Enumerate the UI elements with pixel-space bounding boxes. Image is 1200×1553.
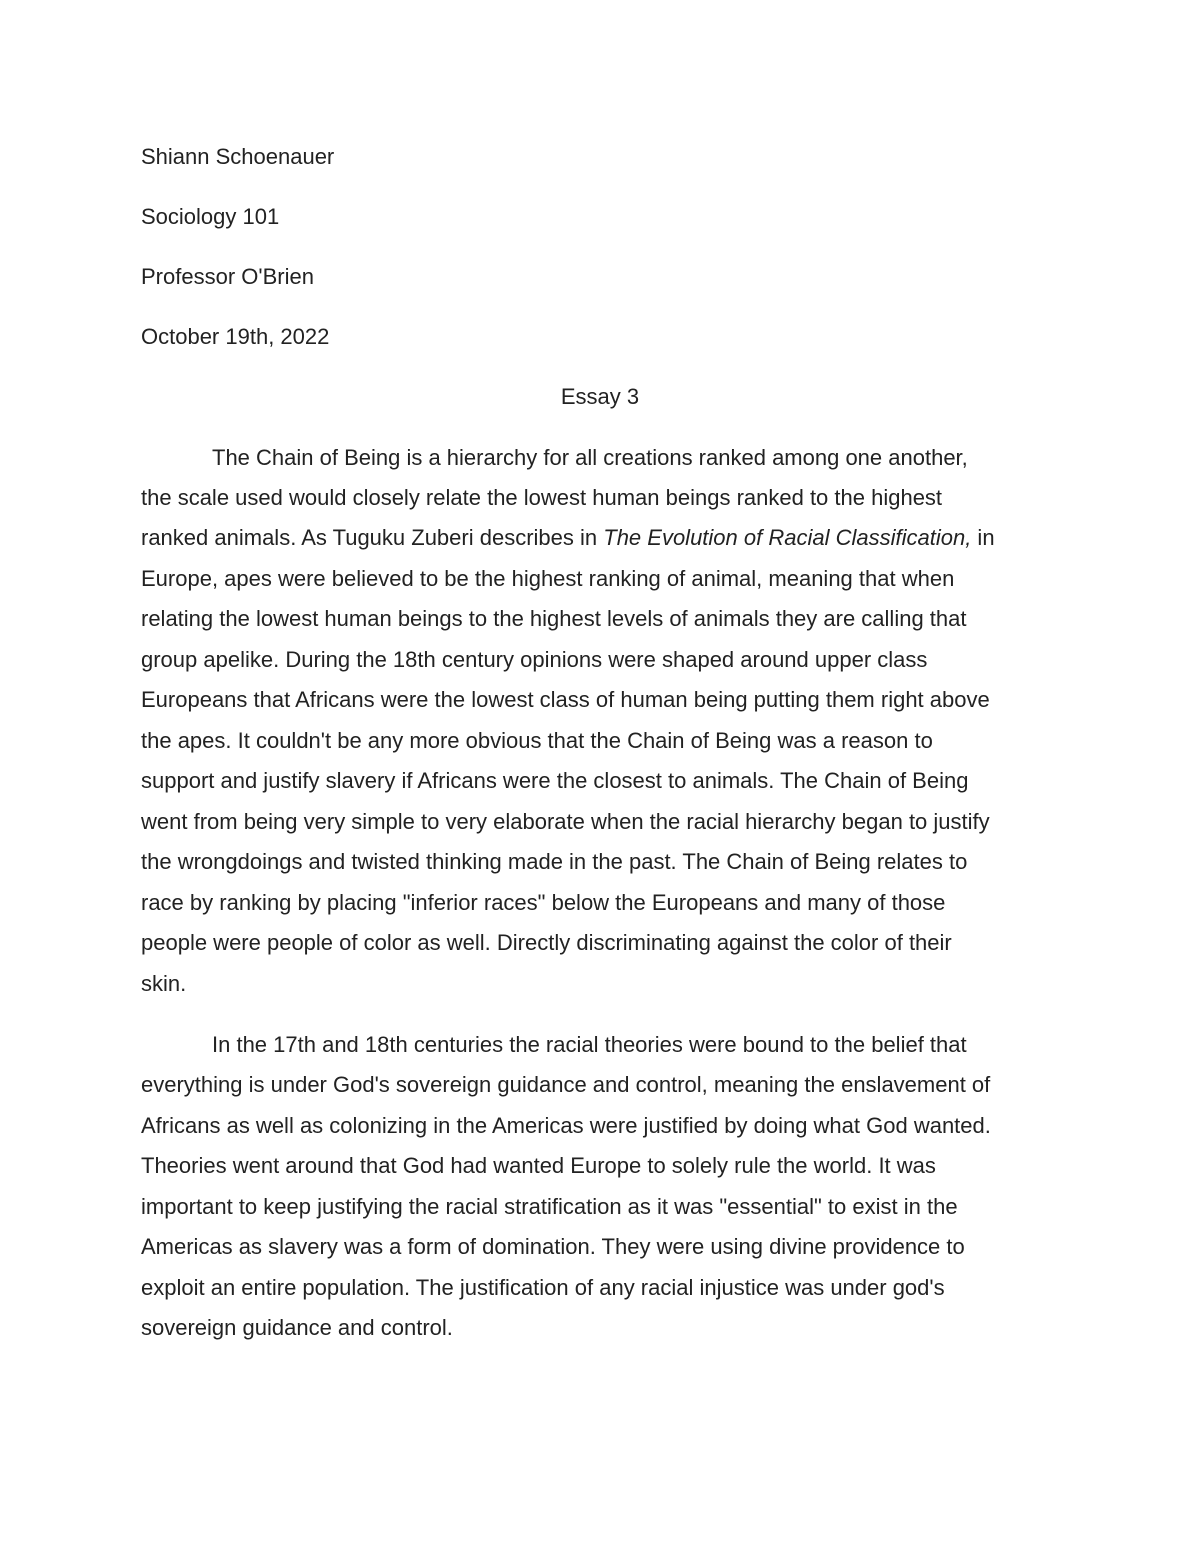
essay-date: October 19th, 2022 xyxy=(141,324,330,349)
paragraph-line: relating the lowest human beings to the highest levels of animals they are calling that xyxy=(141,606,967,631)
paragraph-text: in xyxy=(971,525,995,550)
course-name: Sociology 101 xyxy=(141,204,280,229)
paragraph-line: In the 17th and 18th centuries the racial theories were bound to the belief that xyxy=(212,1032,967,1057)
paragraph-line: support and justify slavery if Africans were the closest to animals. The Chain of Being xyxy=(141,768,969,793)
paragraph-line: the scale used would closely relate the lowest human beings ranked to the highest xyxy=(141,485,943,510)
paragraph-line: exploit an entire population. The justification of any racial injustice was under god's xyxy=(141,1275,945,1300)
paragraph-line: The Chain of Being is a hierarchy for all creations ranked among one another, xyxy=(212,445,968,470)
book-title: The Evolution of Racial Classification, xyxy=(603,525,972,550)
paragraph-line: Europeans that Africans were the lowest class of human being putting them right above xyxy=(141,687,990,712)
student-name: Shiann Schoenauer xyxy=(141,144,335,169)
paragraph-line: Africans as well as colonizing in the Americas were justified by doing what God wanted. xyxy=(141,1113,991,1138)
professor-name: Professor O'Brien xyxy=(141,264,314,289)
paragraph-line: Europe, apes were believed to be the highest ranking of animal, meaning that when xyxy=(141,566,955,591)
paragraph-text: ranked animals. As Tuguku Zuberi describes in xyxy=(141,525,604,550)
paragraph-line: race by ranking by placing "inferior races" below the Europeans and many of those xyxy=(141,890,946,915)
paragraph-line: sovereign guidance and control. xyxy=(141,1315,453,1340)
paragraph-line: Theories went around that God had wanted Europe to solely rule the world. It was xyxy=(141,1153,936,1178)
paragraph-line: everything is under God's sovereign guidance and control, meaning the enslavement of xyxy=(141,1072,991,1097)
paragraph-line: skin. xyxy=(141,971,187,996)
essay-title: Essay 3 xyxy=(560,384,640,409)
paragraph-line: the wrongdoings and twisted thinking made in the past. The Chain of Being relates to xyxy=(141,849,968,874)
paragraph-line: important to keep justifying the racial stratification as it was "essential" to exist in the xyxy=(141,1194,958,1219)
paragraph-line: went from being very simple to very elaborate when the racial hierarchy began to justify xyxy=(141,809,990,834)
paragraph-line: Americas as slavery was a form of domination. They were using divine providence to xyxy=(141,1234,965,1259)
paragraph-line xyxy=(141,523,995,553)
paragraph-line: people were people of color as well. Directly discriminating against the color of their xyxy=(141,930,952,955)
paragraph-line: the apes. It couldn't be any more obvious that the Chain of Being was a reason to xyxy=(141,728,933,753)
paragraph-line: group apelike. During the 18th century opinions were shaped around upper class xyxy=(141,647,928,672)
